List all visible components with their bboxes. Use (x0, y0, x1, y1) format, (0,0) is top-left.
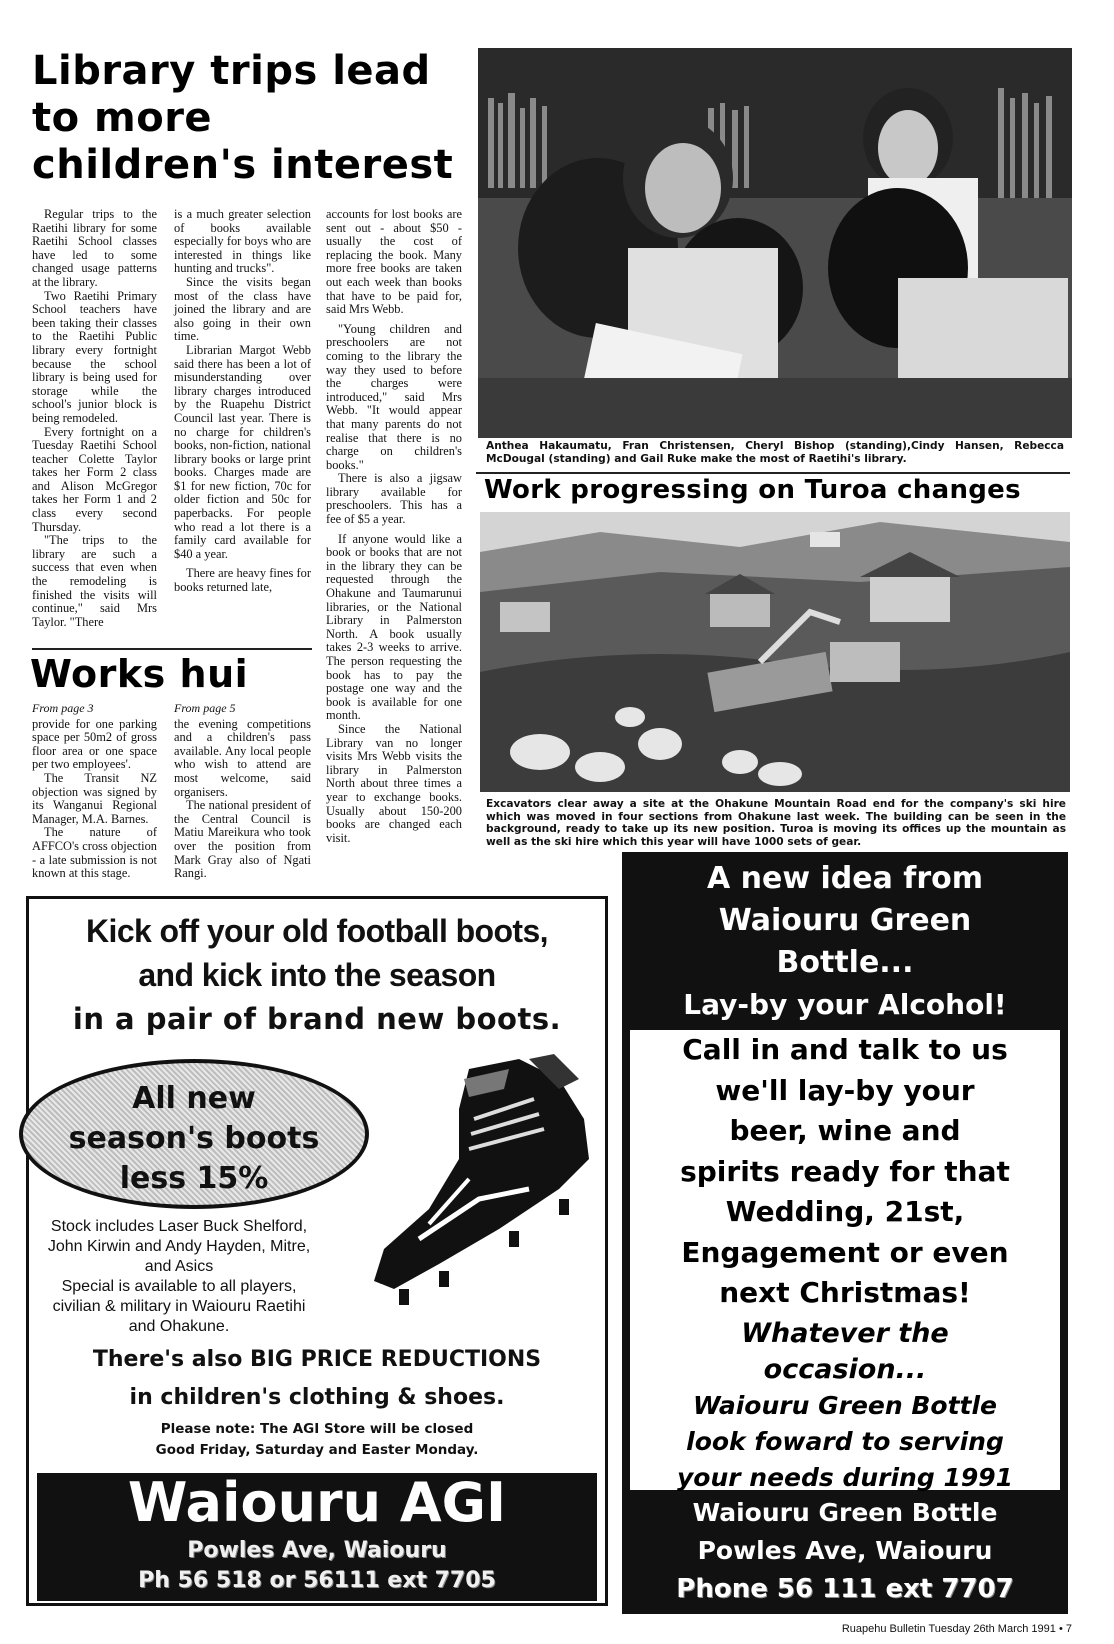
body-line-2: we'll lay-by your (715, 1073, 975, 1107)
from-page-label: From page 5 (174, 701, 236, 715)
paragraph: the evening competitions and a children's pass available. Any local people who wish to attend are most welcome, said organisers. (174, 716, 311, 799)
footer-bullet: • (1058, 1623, 1063, 1635)
oval-line-2: season's boots (68, 1121, 320, 1156)
italic-line-2: occasion... (763, 1354, 927, 1385)
library-column-1 (32, 208, 157, 629)
publication-date: Tuesday 26th March 1991 (928, 1623, 1056, 1635)
agi-advert (26, 896, 608, 1606)
italic-line-3: Waiouru Green Bottle (692, 1391, 998, 1420)
football-boot-illustration (359, 1049, 599, 1309)
paragraph: "The trips to the library are such a success that even when the remodeling is finished the visits will continue," said Mrs Taylor. "There (32, 533, 157, 629)
top-line-1: A new idea from (706, 861, 984, 896)
footer-line-2: Powles Ave, Waiouru (697, 1536, 993, 1565)
paragraph: accounts for lost books are sent out - about $50 - usually the cost of replacing the book. Many more free books are taken out each week than books that have to be paid for, said Mrs Webb. (326, 207, 462, 317)
paragraph: provide for one parking space per 50m2 of gross floor area or one space per two employees'. (32, 716, 157, 772)
paragraph: If anyone would like a book or books that are not in the library they can be requested through the Ohakune and Taumarunui libraries, or the National Library in Palmerston North. A book usually takes 2-3 weeks to arrive. The person requesting the book has to pay the postage one way and the book is available for one month. (326, 531, 462, 723)
paragraph: is a much greater selection of books available especially for boys who are interested in things like hunting and trucks". (174, 207, 311, 276)
paragraph: Regular trips to the Raetihi library for some Raetihi School classes have led to some changed usage patterns at the library. (32, 207, 157, 289)
note-line-2: Good Friday, Saturday and Easter Monday. (155, 1442, 479, 1458)
stock-line-2: John Kirwin and Andy Hayden, Mitre, (47, 1238, 311, 1255)
italic-line-4: look foward to serving (686, 1427, 1004, 1456)
stock-line-4: Special is available to all players, (61, 1278, 297, 1295)
body-line-3: beer, wine and (729, 1114, 961, 1147)
italic-line-1: Whatever the (741, 1318, 949, 1349)
store-address: Powles Ave, Waiouru (187, 1538, 447, 1563)
library-headline-line-2: to more (32, 95, 213, 141)
page-footer (812, 1622, 1072, 1636)
agi-headline-line-1: Kick off your old football boots, (86, 913, 548, 949)
paragraph: Since the visits began most of the class have joined the library and are also going in their own time. (174, 274, 311, 344)
store-phone: Ph 56 518 or 56111 ext 7705 (138, 1568, 496, 1593)
works-hui-headline: Works hui (30, 652, 249, 696)
green-bottle-footer (622, 1494, 1068, 1608)
paragraph: The national president of the Central Council is Matiu Mareikura who took over the position from Mark Gray also of Ngati Rangi. (174, 798, 311, 881)
paragraph: Every fortnight on a Tuesday Raetihi School teacher Colette Taylor takes her Form 2 class and Alison McGregor takes her Form 1 and 2 class every second Thursday. (32, 424, 157, 534)
agi-headline-line-2: and kick into the season (138, 957, 496, 993)
stock-line-6: and Ohakune. (128, 1318, 230, 1335)
body-line-1: Call in and talk to us (682, 1033, 1008, 1066)
agi-headline (29, 909, 605, 1041)
library-photo-image (478, 48, 1072, 438)
library-photo (478, 48, 1072, 438)
library-column-2 (174, 208, 311, 595)
library-headline-line-1: Library trips lead (32, 48, 431, 94)
green-bottle-advert (622, 852, 1068, 1614)
footer-line-1: Waiouru Green Bottle (692, 1498, 998, 1527)
closure-note (29, 1419, 605, 1461)
stock-line-3: and Asics (144, 1258, 214, 1275)
paragraph: Since the National Library van no longer visits Mrs Webb visits the library in Palmerston North about three times a year to exchange books. Usually about 150-200 books are changed each visit. (326, 721, 462, 845)
body-text (630, 1030, 1060, 1314)
library-headline-line-3: children's interest (32, 142, 454, 188)
turoa-headline: Work progressing on Turoa changes (484, 475, 1021, 505)
reductions-line-1: There's also BIG PRICE REDUCTIONS (92, 1347, 542, 1372)
works-hui-column-2 (174, 702, 311, 881)
price-reductions (29, 1341, 605, 1417)
italic-line-5: your needs during 1991 (676, 1463, 1014, 1492)
green-bottle-top (622, 858, 1068, 1026)
footer-line-3: Phone 56 111 ext 7707 (676, 1574, 1014, 1604)
turoa-photo-caption: Excavators clear away a site at the Ohakune Mountain Road end for the company's ski hire which was moved in four sections from Ohakune last week. The building can be seen in the background, ready to take up its new position. Turoa is moving its offices up the mountain as well as the ski hire which this year will have 1000 sets of gear. (486, 798, 1066, 848)
body-line-6: Engagement or even (681, 1235, 1009, 1269)
turoa-photo (480, 512, 1070, 792)
paragraph: Librarian Margot Webb said there has been a lot of misunderstanding over library charges introduced by the Ruapehu District Council last year. There is no charge for children's books, non-fiction, national library books or large print books. Charges made are $1 for new fiction, 70c for older fiction and 50c for paperbacks. For people who read a lot there is a family card available for $40 a year. (174, 342, 311, 561)
italic-text (630, 1316, 1060, 1496)
oval-line-3: less 15% (119, 1161, 269, 1196)
oval-line-1: All new (132, 1081, 256, 1116)
paragraph: Two Raetihi Primary School teachers have been taking their classes to the Raetihi Public library every fortnight because the school library is being used for storage while the school's junior block is being remodeled. (32, 288, 157, 425)
body-line-4: spirits ready for that (680, 1154, 1010, 1188)
reductions-line-2: in children's clothing & shoes. (129, 1385, 505, 1410)
paragraph: "Young children and preschoolers are not coming to the library the way they used to before the charges were introduced," said Mrs Webb. "It would appear that many parents do not realise that there is no charge on children's books." (326, 321, 462, 472)
library-headline (32, 48, 462, 189)
paragraph: The nature of AFFCO's cross objection - a late submission is not known at this stage. (32, 825, 157, 881)
stock-line-1: Stock includes Laser Buck Shelford, (50, 1218, 308, 1235)
paragraph: The Transit NZ objection was signed by its Wanganui Regional Manager, M.A. Barnes. (32, 770, 157, 826)
works-hui-column-1 (32, 702, 157, 881)
turoa-photo-image (480, 512, 1070, 792)
discount-oval-badge (19, 1059, 369, 1209)
stock-line-5: civilian & military in Waiouru Raetihi (52, 1298, 306, 1315)
note-line-1: Please note: The AGI Store will be closed (160, 1421, 474, 1437)
paragraph: There is also a jigsaw library available for preschoolers. This has a fee of $5 a year. (326, 471, 462, 527)
agi-headline-line-3: in a pair of brand new boots. (72, 1002, 562, 1036)
top-line-3: Bottle... (776, 945, 914, 980)
publication-name: Ruapehu Bulletin (841, 1623, 926, 1635)
page-number: 7 (1065, 1623, 1072, 1635)
store-name: Waiouru AGI (127, 1471, 507, 1534)
agi-footer-block (37, 1473, 597, 1601)
top-line-2: Waiouru Green (718, 903, 972, 938)
paragraph: There are heavy fines for books returned late, (174, 566, 311, 595)
body-line-5: Wedding, 21st, (725, 1195, 965, 1228)
top-line-4: Lay-by your Alcohol! (683, 988, 1007, 1021)
stock-list (29, 1217, 329, 1337)
library-photo-caption: Anthea Hakaumatu, Fran Christensen, Cheryl Bishop (standing),Cindy Hansen, Rebecca McDougal (standing) and Gail Ruke make the most of Raetihi's library. (486, 440, 1064, 465)
from-page-label: From page 3 (32, 701, 94, 715)
green-bottle-body (630, 1030, 1060, 1490)
works-hui-rule (32, 648, 312, 650)
library-column-3 (326, 208, 462, 845)
body-line-7: next Christmas! (719, 1276, 971, 1309)
